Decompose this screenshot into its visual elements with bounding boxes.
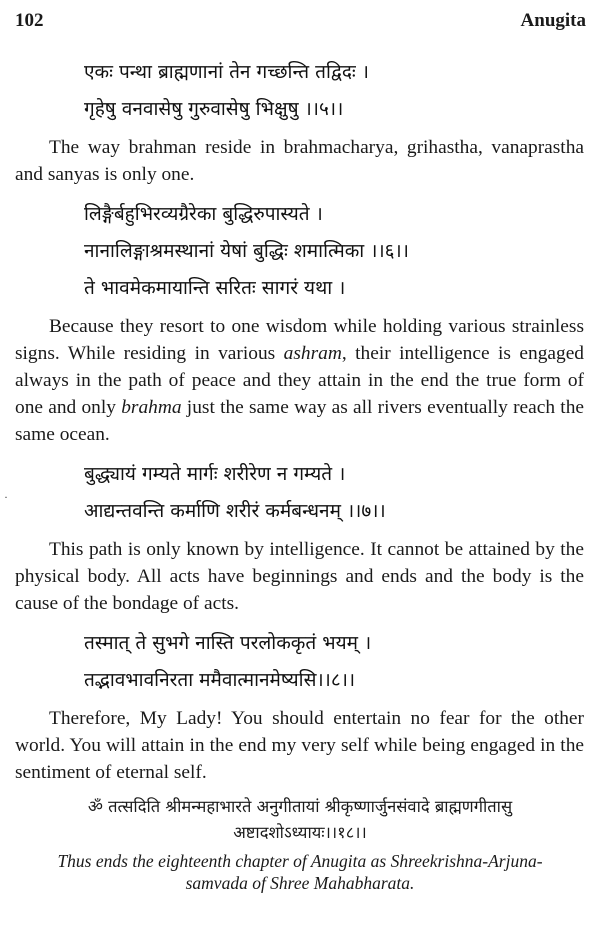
- sanskrit-verse-5: [12, 54, 588, 128]
- paragraph-text: Because they resort to one wisdom while holding various strainless signs. While residing in various: [15, 316, 584, 364]
- verse-line: बुद्ध्यायं गम्यते मार्गः शरीरेण न गम्यते ।: [84, 463, 346, 485]
- chapter-closing-note: Thus ends the eighteenth chapter of Anugita as Shreekrishna-Arjuna-samvada of Shree Mahabharata.: [57, 851, 543, 893]
- sanskrit-verse-8: [12, 625, 588, 699]
- colophon-line: ॐ तत्सदिति श्रीमन्महाभारते अनुगीतायां श्रीकृष्णार्जुनसंवादे ब्राह्मणगीतासु: [87, 797, 513, 816]
- colophon-line: अष्टादशोऽध्यायः।।१८।।: [233, 823, 367, 842]
- sanskrit-verse-7: [12, 456, 588, 530]
- page-header: [15, 10, 586, 40]
- verse-line: आद्यन्तवन्ति कर्माणि शरीरं कर्मबन्धनम् ।।७।।: [84, 500, 386, 522]
- verse-line: गृहेषु वनवासेषु गुरुवासेषु भिक्षुषु ।।५।।: [84, 98, 344, 120]
- translation-paragraph: This path is only known by intelligence. It cannot be attained by the physical body. All acts have beginnings and ends and the body is the cause of the bondage of acts.: [15, 539, 584, 614]
- sanskrit-colophon: [12, 794, 588, 846]
- verse-line: ते भावमेकमायान्ति सरितः सागरं यथा ।: [84, 277, 346, 299]
- verse-line: लिङ्गैर्बहुभिरव्यग्रैरेका बुद्धिरुपास्यते ।: [84, 203, 323, 225]
- italic-term: ashram: [283, 343, 342, 364]
- translation-paragraph: [15, 313, 584, 448]
- book-title: Anugita: [520, 10, 586, 31]
- sanskrit-verse-6: [12, 196, 588, 307]
- verse-line: तस्मात् ते सुभगे नास्ति परलोककृतं भयम् ।: [84, 632, 372, 654]
- verse-line: तद्भावभावनिरता ममैवात्मानमेष्यसि।।८।।: [84, 669, 356, 691]
- page-number: 102: [15, 10, 44, 31]
- scan-speck: ·: [4, 490, 8, 504]
- translation-paragraph: The way brahman reside in brahmacharya, grihastha, vanaprastha and sanyas is only one.: [15, 137, 584, 185]
- paragraph-text: , their intelligence is engaged always in the path of peace and they attain in the end the true form of one and only: [15, 343, 584, 418]
- verse-line: नानालिङ्गाश्रमस्थानां येषां बुद्धिः शमात्मिका ।।६।।: [84, 240, 409, 262]
- translation-paragraph: Therefore, My Lady! You should entertain no fear for the other world. You will attain in the end my very self while being engaged in the sentiment of eternal self.: [15, 708, 584, 783]
- italic-term: brahma: [121, 397, 182, 418]
- paragraph-text: just the same way as all rivers eventually reach the same ocean.: [15, 397, 585, 445]
- verse-line: एकः पन्था ब्राह्मणानां तेन गच्छन्ति तद्विदः ।: [84, 61, 370, 83]
